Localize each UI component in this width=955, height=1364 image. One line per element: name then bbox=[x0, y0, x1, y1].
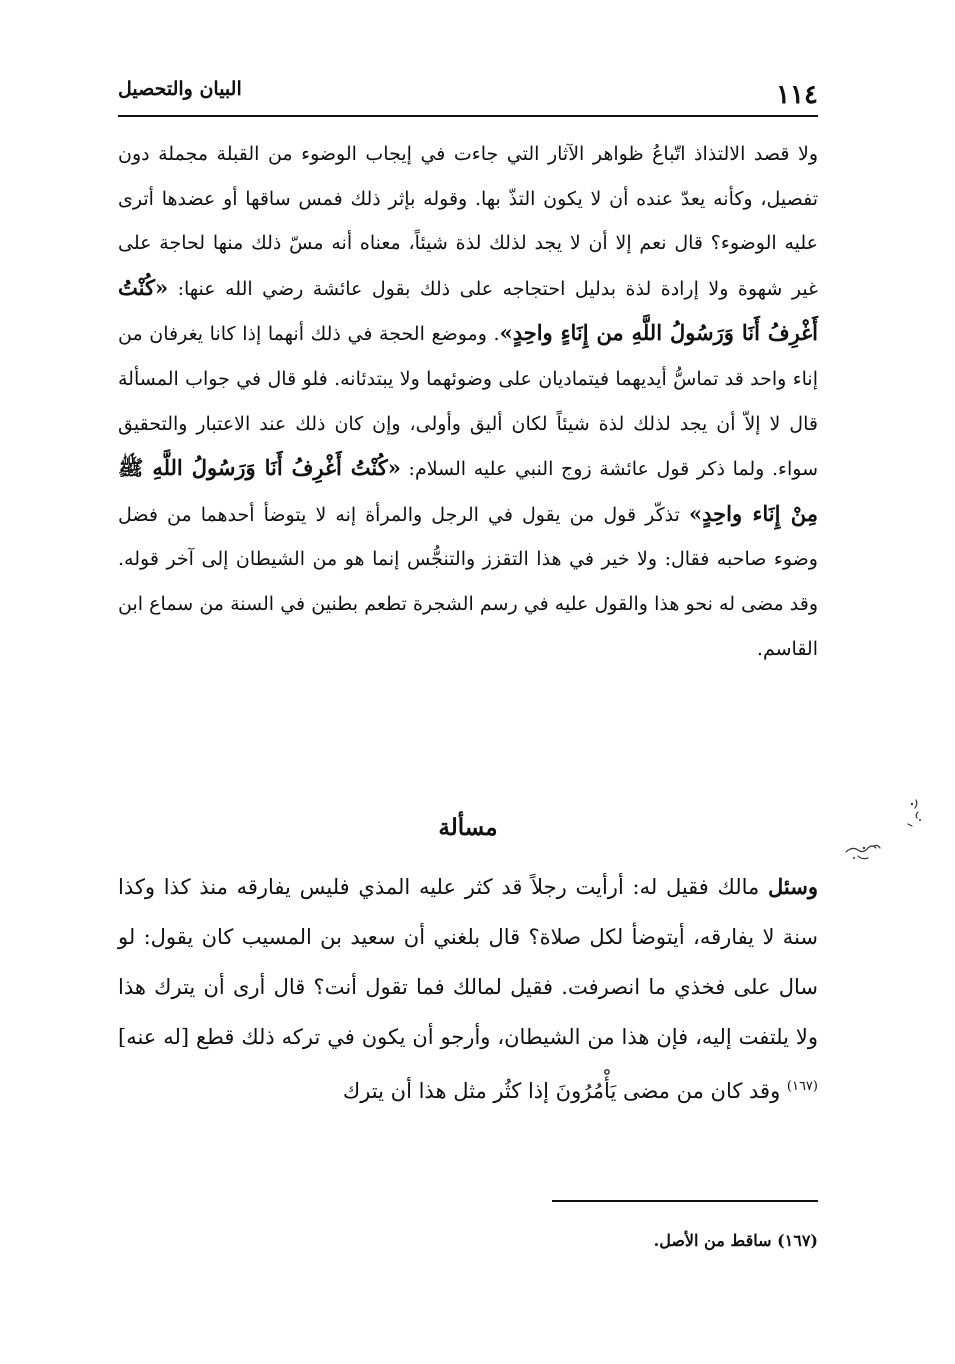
running-head bbox=[118, 70, 818, 110]
paragraph-part-2: . وموضع الحجة في ذلك أنهما إذا كانا يغرفان من إناء واحد قد تماسُّ أيديهما فيتماديان على وضوئهما ولا يبتدئانه. فلو قال في جواب المسألة قال لا إلاّ أن يجد لذلك لذة شيئاً لكان أليق وأولى، وإن كان ذلك عند الاعتبار والتحقيق سواء. ولما ذكر قول عائشة زوج النبي عليه السلام: bbox=[118, 323, 818, 481]
footnote-rule bbox=[552, 1200, 818, 1202]
footnote-reference: (١٦٧) bbox=[786, 1079, 818, 1094]
question-text-2: وقد كان من مضى يَأْمُرُونَ إذا كثُر مثل هذا أن يترك bbox=[342, 1079, 787, 1103]
page-number: ١١٤ bbox=[776, 80, 818, 110]
footnote: (١٦٧) ساقط من الأصل. bbox=[653, 1231, 818, 1250]
hadith-quote-1: «كُنْتُ أَغْرِفُ أَنَا وَرَسُولُ اللَّهِ من إِنَاءٍ واحِدٍ» bbox=[118, 274, 818, 346]
margin-annotation-mark bbox=[838, 790, 928, 870]
question-paragraph bbox=[118, 862, 818, 1116]
question-body bbox=[118, 862, 818, 1116]
paragraph-part-3: تذكّر قول من يقول في الرجل والمرأة إنه لا يتوضأ أحدهما من فضل وضوء صاحبه فقال: ولا خير في هذا التقزز والتنجُّس إنما هو من الشيطان إلى آخر قوله. وقد مضى له نحو هذا والقول عليه في رسم الشجرة تطعم بطنين في السنة من سماع ابن القاسم. bbox=[118, 503, 818, 660]
commentary-text bbox=[118, 132, 818, 671]
section-heading: مسألة bbox=[438, 814, 498, 841]
running-head-title: البيان والتحصيل bbox=[118, 78, 242, 100]
commentary-paragraph bbox=[118, 132, 818, 671]
header-rule bbox=[118, 115, 818, 117]
question-lead-word: وسئل bbox=[768, 874, 818, 899]
question-text-1: مالك فقيل له: أرأيت رجلاً قد كثر عليه المذي فليس يفارقه منذ كذا وكذا سنة لا يفارقه، أيتوضأ لكل صلاة؟ قال بلغني أن سعيد بن المسيب كان يقول: لو سال على فخذي ما انصرفت. فقيل لمالك فما تقول أنت؟ قال أرى أن يترك هذا ولا يلتفت إليه، فإن هذا من الشيطان، وأرجو أن يكون في تركه ذلك قطع [له عنه] bbox=[118, 875, 818, 1049]
paragraph-part-1: ولا قصد الالتذاذ اتّباعُ ظواهر الآثار التي جاءت في إيجاب الوضوء من القبلة مجملة دون تفصيل، وكأنه يعدّ عنده أن لا يكون التذّ بها. وقوله بإثر ذلك فمس ساقها أو عضدها أترى عليه الوضوء؟ قال نعم إلا أن لا يجد لذلك لذة شيئاً، معناه أنه مسّ ذلك منها لحاجة على غير شهوة ولا إرادة لذة بدليل احتجاجه على ذلك بقول عائشة رضي الله عنها: bbox=[118, 143, 818, 300]
hadith-quote-2: «كُنْتُ أَغْرِفُ أَنَا وَرَسُولُ اللَّهِ ﷺ مِنْ إِنَاء واحِدٍ» bbox=[118, 455, 818, 526]
